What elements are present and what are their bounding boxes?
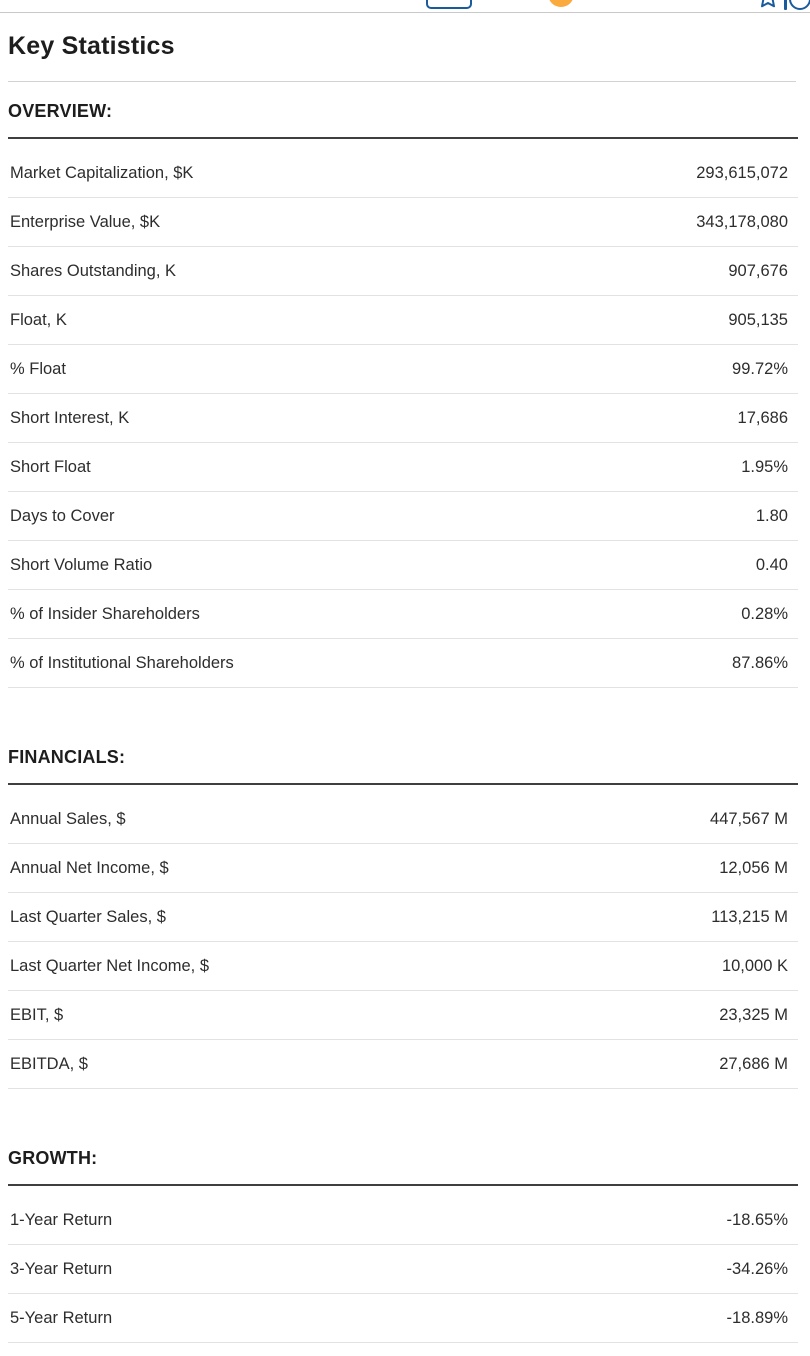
stat-label: Annual Net Income, $ <box>10 858 169 877</box>
stat-value: -18.65% <box>726 1210 788 1229</box>
stat-value: 0.28% <box>741 604 788 623</box>
star-icon[interactable] <box>756 0 780 10</box>
stat-value: 27,686 M <box>719 1054 788 1073</box>
stat-row <box>8 492 798 541</box>
stat-label: 5-Year Return <box>10 1308 113 1327</box>
stat-row <box>8 590 798 639</box>
section-rows <box>8 785 798 1089</box>
stat-label: Days to Cover <box>10 506 115 525</box>
stat-label: Annual Sales, $ <box>10 809 126 828</box>
section-heading: FINANCIALS: <box>8 746 798 785</box>
stat-row <box>8 198 798 247</box>
section-rows <box>8 139 798 688</box>
stat-label: Short Float <box>10 457 91 476</box>
stat-row <box>8 443 798 492</box>
stat-row <box>8 149 798 198</box>
stat-label: Last Quarter Net Income, $ <box>10 956 210 975</box>
stat-label: Short Interest, K <box>10 408 130 427</box>
section-heading: OVERVIEW: <box>8 100 798 139</box>
vertical-bar-icon[interactable] <box>784 0 787 10</box>
orange-circle-icon[interactable] <box>548 0 574 7</box>
stat-row <box>8 1196 798 1245</box>
stat-row <box>8 893 798 942</box>
stat-row <box>8 639 798 688</box>
stat-label: EBIT, $ <box>10 1005 64 1024</box>
stat-label: Shares Outstanding, K <box>10 261 177 280</box>
stat-row <box>8 247 798 296</box>
stats-section <box>8 100 798 688</box>
stat-value: 87.86% <box>732 653 788 672</box>
stat-label: Float, K <box>10 310 67 329</box>
stat-label: 3-Year Return <box>10 1259 113 1278</box>
stat-row <box>8 541 798 590</box>
stat-value: 447,567 M <box>710 809 788 828</box>
stat-value: -34.26% <box>726 1259 788 1278</box>
section-rows <box>8 1186 798 1343</box>
stat-value: -18.89% <box>726 1308 788 1327</box>
stat-value: 293,615,072 <box>696 163 788 182</box>
stat-value: 0.40 <box>755 555 788 574</box>
stat-label: Last Quarter Sales, $ <box>10 907 166 926</box>
stat-value: 343,178,080 <box>696 212 788 231</box>
stats-section <box>8 1147 798 1343</box>
stat-label: EBITDA, $ <box>10 1054 88 1073</box>
stat-row <box>8 1040 798 1089</box>
stat-value: 113,215 M <box>711 907 788 926</box>
page-title: Key Statistics <box>8 32 175 60</box>
section-heading: GROWTH: <box>8 1147 798 1186</box>
top-toolbar <box>0 0 810 13</box>
stat-label: % of Institutional Shareholders <box>10 653 234 672</box>
stat-label: Enterprise Value, $K <box>10 212 161 231</box>
stat-label: Market Capitalization, $K <box>10 163 194 182</box>
card-outline-icon[interactable] <box>426 0 472 9</box>
title-divider <box>8 81 796 82</box>
stats-sections-container <box>0 100 810 1343</box>
stats-section <box>8 746 798 1089</box>
stat-row <box>8 991 798 1040</box>
stat-value: 907,676 <box>728 261 788 280</box>
stat-row <box>8 942 798 991</box>
stat-value: 905,135 <box>728 310 788 329</box>
stat-value: 23,325 M <box>719 1005 788 1024</box>
stat-row <box>8 296 798 345</box>
stat-row <box>8 795 798 844</box>
stat-row <box>8 1245 798 1294</box>
stat-label: % Float <box>10 359 66 378</box>
stat-value: 12,056 M <box>719 858 788 877</box>
stat-value: 99.72% <box>732 359 788 378</box>
stat-row <box>8 394 798 443</box>
stat-value: 1.95% <box>741 457 788 476</box>
stat-label: Short Volume Ratio <box>10 555 153 574</box>
stat-label: % of Insider Shareholders <box>10 604 200 623</box>
stat-label: 1-Year Return <box>10 1210 113 1229</box>
circle-outline-icon[interactable] <box>789 0 810 10</box>
stat-row <box>8 844 798 893</box>
stat-value: 17,686 <box>737 408 788 427</box>
stat-value: 10,000 K <box>721 956 788 975</box>
stat-row <box>8 345 798 394</box>
stat-row <box>8 1294 798 1343</box>
stat-value: 1.80 <box>755 506 788 525</box>
